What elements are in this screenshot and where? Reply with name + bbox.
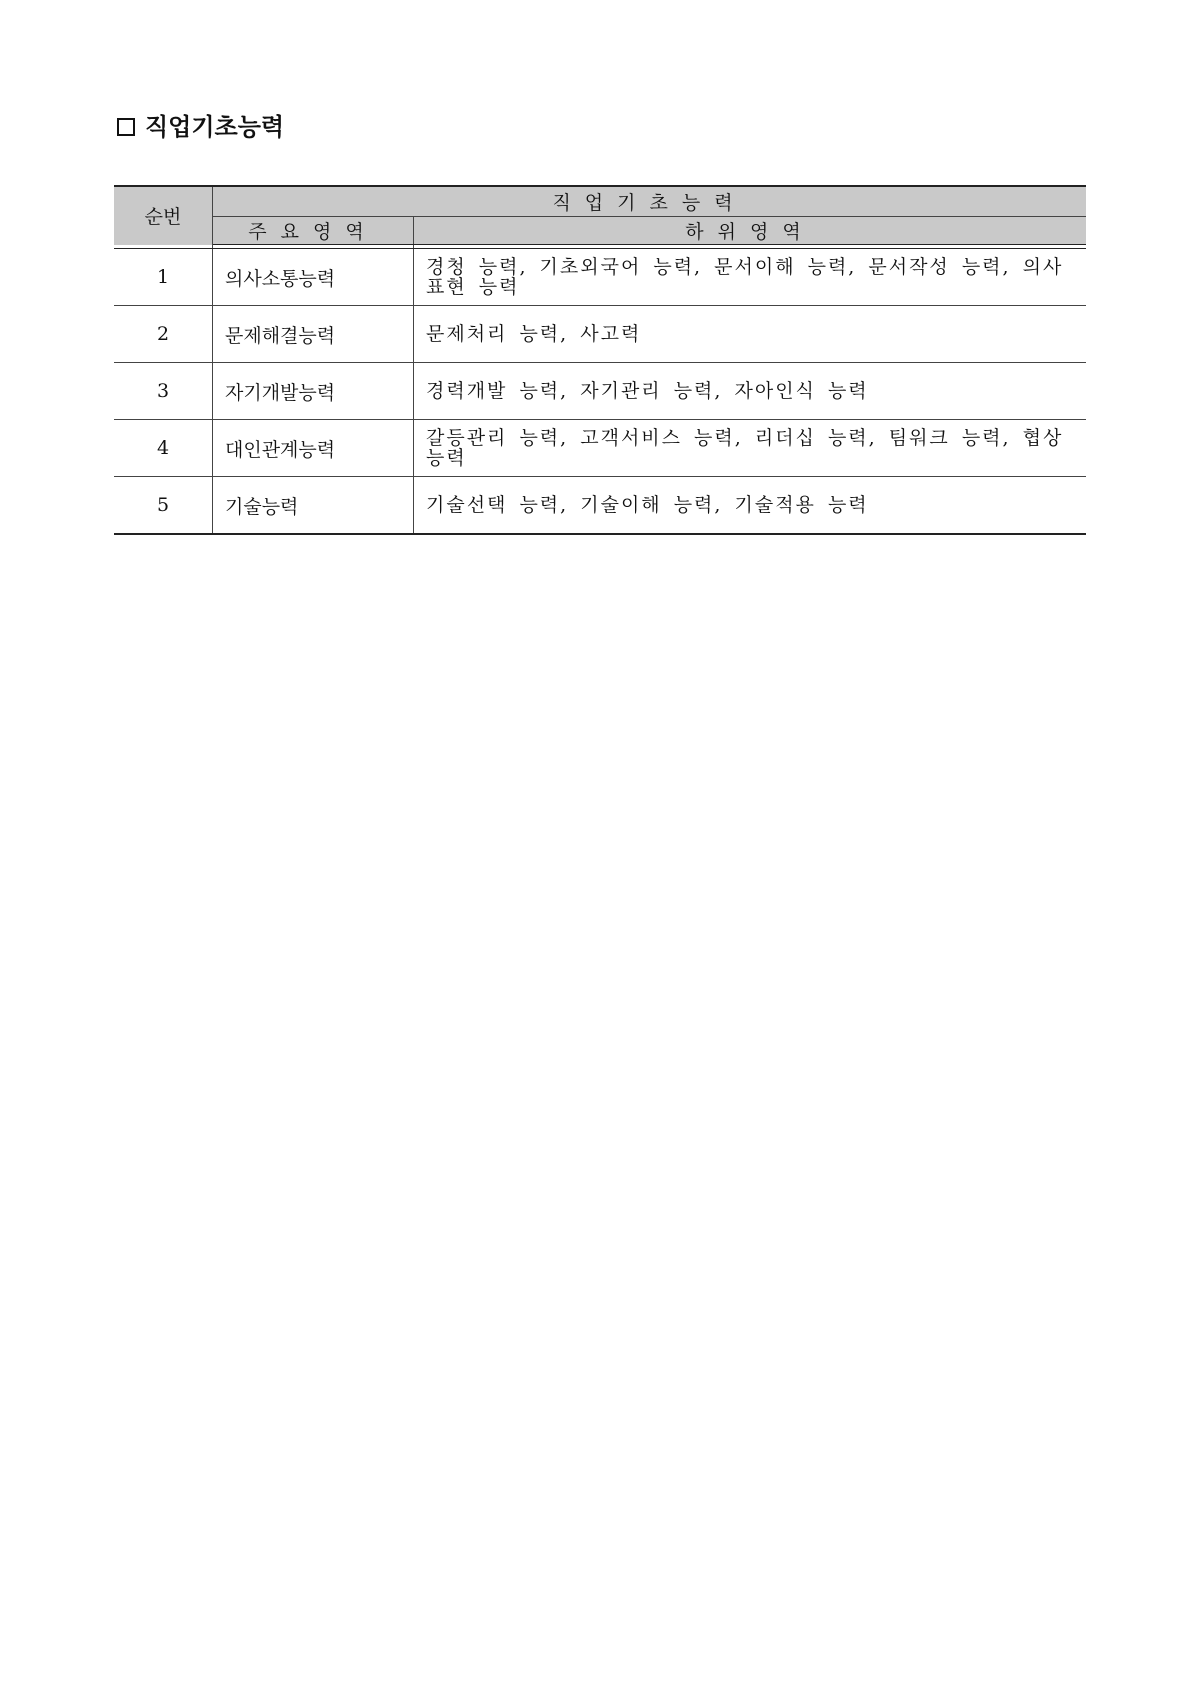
header-number: 순번 [114, 186, 213, 245]
row-main-area: 문제해결능력 [213, 306, 414, 363]
row-main-area: 자기개발능력 [213, 363, 414, 420]
table-row [114, 477, 1086, 535]
table-row [114, 306, 1086, 363]
row-number: 3 [114, 363, 213, 420]
row-number: 2 [114, 306, 213, 363]
section-title: 직업기초능력 [145, 113, 285, 141]
table-header-row [114, 186, 1086, 217]
row-number: 1 [114, 249, 213, 306]
header-sub-area: 하위영역 [414, 217, 1087, 245]
row-sub-area: 갈등관리 능력, 고객서비스 능력, 리더십 능력, 팀워크 능력, 협상 능력 [414, 420, 1087, 477]
table-row [114, 363, 1086, 420]
row-sub-area: 문제처리 능력, 사고력 [414, 306, 1087, 363]
section-heading [117, 112, 284, 142]
header-main-area: 주요영역 [213, 217, 414, 245]
row-number: 4 [114, 420, 213, 477]
row-sub-area: 경력개발 능력, 자기관리 능력, 자아인식 능력 [414, 363, 1087, 420]
row-sub-area: 기술선택 능력, 기술이해 능력, 기술적용 능력 [414, 477, 1087, 535]
table-row [114, 249, 1086, 306]
table-subheader-row [114, 217, 1086, 245]
checkbox-square-icon [117, 118, 135, 136]
header-group: 직업기초능력 [213, 186, 1087, 217]
row-main-area: 대인관계능력 [213, 420, 414, 477]
row-sub-area: 경청 능력, 기초외국어 능력, 문서이해 능력, 문서작성 능력, 의사표현 능력 [414, 249, 1087, 306]
row-main-area: 기술능력 [213, 477, 414, 535]
row-number: 5 [114, 477, 213, 535]
table-row [114, 420, 1086, 477]
row-main-area: 의사소통능력 [213, 249, 414, 306]
competency-table [114, 185, 1086, 535]
